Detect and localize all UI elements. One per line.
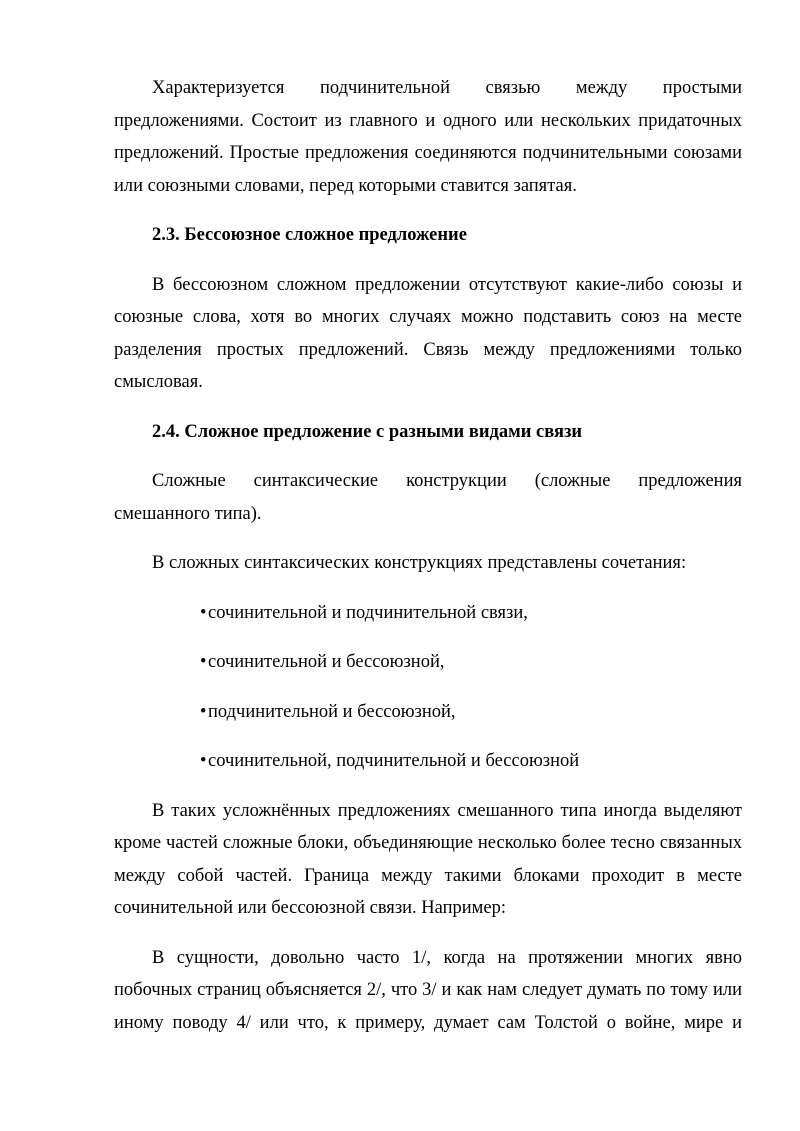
bullet-icon: •: [200, 602, 207, 623]
paragraph-hypotactic: Характеризуется подчинительной связью между простыми предложениями. Состоит из главного и одного или нескольких придаточных предложений. Простые предложения соединяются подчинительными союзами или союзными словами, перед которыми ставится запятая.: [114, 78, 742, 196]
heading-2-4: 2.4. Сложное предложение с разными видами связи: [152, 421, 583, 442]
bullet-icon: •: [200, 751, 207, 771]
list-item: [200, 597, 742, 630]
bullet-icon: •: [200, 652, 207, 672]
heading-2-3: 2.3. Бессоюзное сложное предложение: [152, 225, 467, 245]
document-page: [114, 72, 742, 1039]
list-item-text: сочинительной, подчинительной и бессоюзной: [208, 751, 580, 771]
bullet-icon: •: [200, 701, 207, 722]
paragraph-mixed-intro: Сложные синтаксические конструкции (сложные предложения смешанного типа).: [114, 471, 742, 524]
paragraph-asyndetic: В бессоюзном сложном предложении отсутствуют какие-либо союзы и союзные слова, хотя во многих случаях можно подставить союз на месте разделения простых предложений. Связь между предложениями только смысловая.: [114, 274, 742, 392]
paragraph-combinations: В сложных синтаксических конструкциях представлены сочетания:: [152, 553, 687, 573]
list-item-text: подчинительной и бессоюзной,: [208, 701, 456, 722]
list-item-text: сочинительной и бессоюзной,: [208, 652, 445, 672]
list-item-text: сочинительной и подчинительной связи,: [208, 602, 528, 623]
paragraph-example: В сущности, довольно часто 1/, когда на протяжении многих явно побочных страниц объясняется 2/, что 3/ и как нам следует думать по тому или иному поводу 4/ или что, к примеру, думает сам Толстой о войне, мире и: [114, 947, 742, 1033]
list-item: [200, 745, 742, 778]
paragraph-blocks: В таких усложнённых предложениях смешанного типа иногда выделяют кроме частей сложные блоки, объединяющие несколько более тесно связанных между собой частей. Граница между такими блоками проходит в месте сочинительной или бессоюзной связи. Например:: [114, 800, 742, 918]
list-item: [200, 646, 742, 679]
combinations-list: [114, 597, 742, 778]
list-item: [200, 696, 742, 729]
